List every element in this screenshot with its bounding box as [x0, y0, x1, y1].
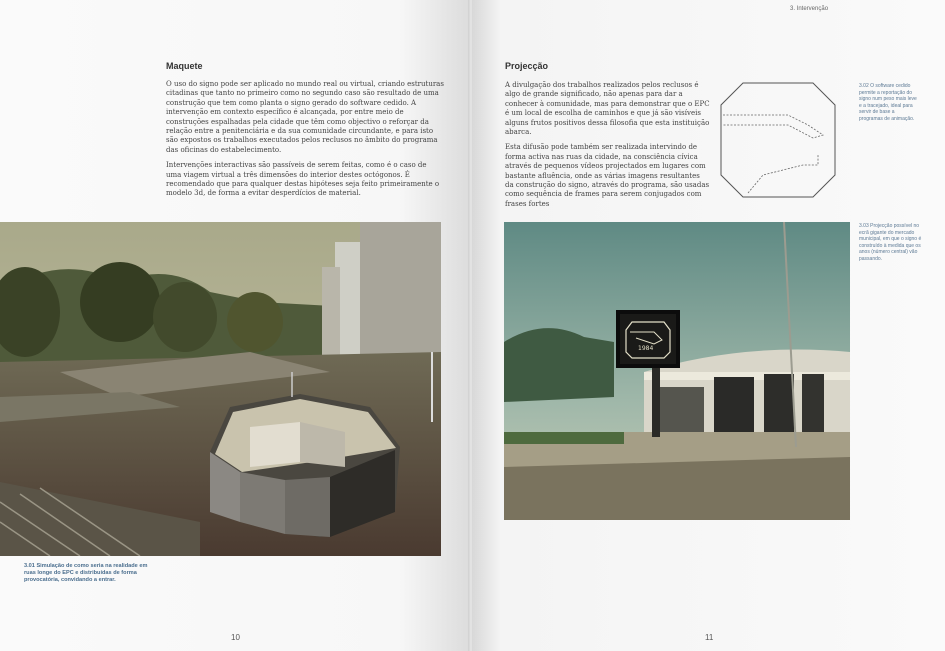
right-page	[472, 0, 945, 651]
billboard-photo-svg	[504, 222, 850, 520]
caption-3-03: 3.03 Projecção possível no ecrã gigante do mercado municipal, em que o signo é construído à medida que os anos (número central) vão passando.	[859, 223, 922, 262]
billboard-projection-photo	[504, 222, 850, 520]
projeccao-body	[505, 81, 710, 215]
projeccao-paragraph-2: Esta difusão pode também ser realizada intervindo de forma activa nas ruas da cidade, na consciência cívica através de pequenos vídeos projectados em lugares com bastante afluência, onde as várias imagens resultantes da construção do signo, através do programa, são usadas como sequência de frames para serem conjugados com frases fortes	[505, 143, 710, 208]
octagon-sign-diagram	[718, 80, 838, 200]
section-heading-maquete: Maquete	[166, 61, 203, 71]
page-number-left: 10	[231, 633, 240, 642]
left-page	[0, 0, 470, 651]
maquete-simulation-photo	[0, 222, 441, 556]
maquete-body	[166, 80, 444, 205]
maquete-paragraph-2: Intervenções interactivas são passíveis de serem feitas, como é o caso de uma viagem virtual a três dimensões do interior destes octógonos. É recomendado que para qualquer destas hipóteses seja feito primeiramente o modelo 3d, de forma a evitar desperdícios de material.	[166, 161, 440, 198]
maquete-photo-svg	[0, 222, 441, 556]
billboard-year-text: 1984	[638, 345, 654, 352]
caption-3-02: 3.02 O software cedido permite a reportação do signo num peso mais leve e a tracejado, ideal para servir de base a programas de animação.	[859, 83, 917, 122]
section-heading-projeccao: Projecção	[505, 61, 549, 71]
caption-3-01: 3.01 Simulação de como seria na realidade em ruas longe do EPC e distribuídas de forma provocatória, convidando a entrar.	[24, 563, 148, 583]
page-number-right: 11	[705, 633, 714, 642]
running-head: 3. Intervenção	[790, 6, 829, 12]
projeccao-paragraph-1: A divulgação dos trabalhos realizados pelos reclusos é algo de grande significado, não apenas para dar a conhecer à comunidade, mas para demonstrar que o EPC é um local de escolha de caminhos e que já são visíveis alguns frutos positivos dessa filosofia que esta instituição abarca.	[505, 81, 710, 137]
maquete-paragraph-1: O uso do signo pode ser aplicado no mundo real ou virtual, criando estruturas citadinas que tanto no primeiro como no segundo caso são resultado de uma construção que tem como planta o signo gerado do software cedido. A intervenção em contexto específico é alcançada, por entre meio de construções espalhadas pela cidade que têm como objectivo o reforçar da relação entre a penitenciária e da sua comunidade circundante, e para isto são expostos os trabalhos executados pelos reclusos no âmbito do programa das oficinas do estabelecimento.	[166, 80, 444, 154]
